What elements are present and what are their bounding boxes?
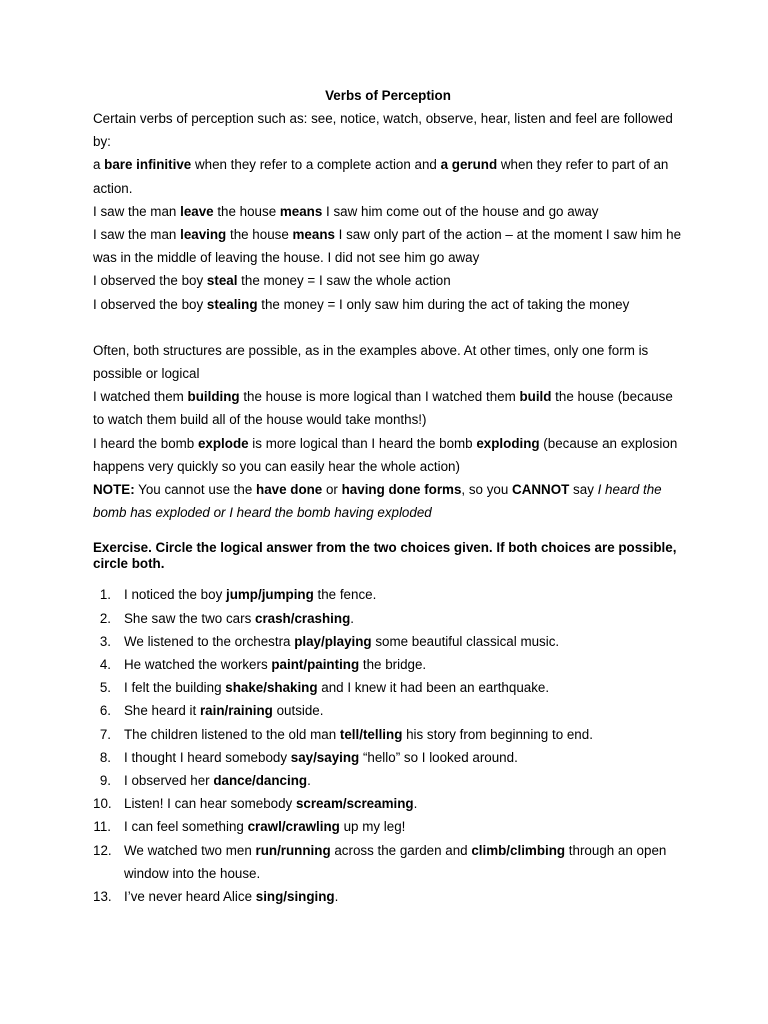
bold-text: bare infinitive [104,157,192,173]
text-run: I saw only part of the action – at the moment I saw him he was in the middle of leaving the house. I did not see him go away [93,227,682,266]
text-run: I noticed the boy [124,587,226,603]
exercise-item-number: 11. [93,819,111,835]
bold-text: dance/dancing [213,773,308,789]
exercise-item [93,723,683,746]
paragraph [93,385,683,431]
text-run: . [307,773,311,789]
text-run: I’ve never heard Alice [124,889,256,905]
text-run: the money = I only saw him during the act of taking the money [257,296,630,312]
text-run: She heard it [124,703,200,719]
exercise-item [93,653,683,676]
italic-text: I heard the bomb has exploded or I heard the bomb having exploded [93,482,662,521]
bold-text: tell/telling [339,726,403,742]
text-run: the bridge. [359,657,427,673]
paragraph [93,200,683,223]
bold-text: leaving [180,227,227,243]
bold-text: climb/climbing [471,842,566,858]
bold-text: leave [180,203,214,219]
paragraph [93,432,683,478]
exercise-item-number: 1. [99,587,111,603]
text-run: . [413,796,418,812]
exercise-item-number: 9. [99,773,111,789]
exercise-item-number: 3. [99,633,111,649]
paragraph-spacer [93,316,683,339]
text-run: the house [213,203,280,219]
text-run: the house [226,227,293,243]
bold-text: CANNOT [512,482,570,498]
paragraph [93,478,683,524]
paragraph [93,107,683,153]
document-title: Verbs of Perception [325,88,451,103]
exercise-item-number: 13. [93,889,112,905]
bold-text: steal [206,273,238,289]
text-run: outside. [272,703,324,719]
paragraph [93,269,683,292]
bold-text: scream/screaming [295,796,414,812]
bold-text: crawl/crawling [247,819,340,835]
bold-text: play/playing [294,633,372,649]
bold-text: run/running [255,842,331,858]
exercise-item-number: 6. [99,703,111,719]
text-run: I watched them [93,389,188,405]
text-run: or [322,482,342,498]
text-run: up my leg! [339,819,406,835]
text-run: and I knew it had been an earthquake. [317,680,550,696]
exercise-item [93,607,683,630]
bold-text: jump/jumping [226,587,314,603]
text-run: I observed the boy [93,273,207,289]
text-run: a [93,157,105,173]
text-run: You cannot use the [134,482,257,498]
text-run: The children listened to the old man [124,726,340,742]
text-run: through an open window into the house. [124,842,667,881]
exercise-heading: Exercise. Circle the logical answer from the two choices given. If both choices are possible, circle both. [93,540,677,572]
paragraph [93,339,683,385]
body-section [93,339,683,525]
text-run: I saw the man [93,227,181,243]
text-run: I felt the building [124,680,226,696]
exercise-item [93,885,683,908]
text-run: I observed her [124,773,214,789]
text-run: the house is more logical than I watched them [239,389,520,405]
text-run: I observed the boy [93,296,207,312]
exercise-item [93,630,683,653]
exercise-item-number: 12. [93,842,112,858]
text-run: I thought I heard somebody [124,749,291,765]
exercise-item [93,792,683,815]
text-run: when they refer to a complete action and [191,157,441,173]
text-run: She saw the two cars [124,610,255,626]
text-run: the money = I saw the whole action [237,273,451,289]
paragraph [93,223,683,269]
bold-text: say/saying [290,749,360,765]
text-run: I can feel something [124,819,248,835]
text-run: . [334,889,339,905]
bold-text: have done [256,482,323,498]
exercise-item-number: 7. [99,726,111,742]
text-run: the house (because to watch them build all of the house would take months!) [93,389,673,428]
bold-text: means [279,203,323,219]
text-run: his story from beginning to end. [402,726,593,742]
exercise-item-number: 4. [99,657,111,673]
exercise-item-number: 10. [93,796,112,812]
text-run: I saw him come out of the house and go away [322,203,599,219]
bold-text: building [187,389,240,405]
exercise-list [93,583,683,908]
bold-text: sing/singing [255,889,335,905]
paragraph [93,153,683,199]
bold-text: crash/crashing [255,610,351,626]
exercise-item [93,676,683,699]
text-run: Certain verbs of perception such as: see, notice, watch, observe, hear, listen and feel are followed by: [93,111,673,150]
bold-text: a gerund [440,157,498,173]
paragraph [93,293,683,316]
exercise-item-number: 8. [99,749,111,765]
text-run: . [350,610,354,626]
bold-text: stealing [206,296,258,312]
document-page [93,84,683,908]
text-run: I heard the bomb [93,435,198,451]
text-run: , so you [461,482,513,498]
text-run: I saw the man [93,203,181,219]
intro-section [93,107,683,316]
bold-text: build [519,389,552,405]
exercise-item [93,769,683,792]
text-run: “hello” so I looked around. [359,749,518,765]
bold-text: exploding [476,435,540,451]
bold-text: shake/shaking [225,680,318,696]
bold-text: having done forms [341,482,462,498]
exercise-item [93,746,683,769]
text-run: across the garden and [330,842,472,858]
text-run: the fence. [313,587,377,603]
text-run: Listen! I can hear somebody [124,796,296,812]
text-run: say [569,482,598,498]
text-run: (because an explosion happens very quickly so you can easily hear the whole action) [93,435,678,474]
bold-text: NOTE: [93,482,135,498]
bold-text: means [292,227,335,243]
exercise-item-number: 5. [99,680,111,696]
text-run: Often, both structures are possible, as in the examples above. At other times, only one form is possible or logical [93,342,649,382]
exercise-item [93,839,683,885]
exercise-item [93,815,683,838]
exercise-item-number: 2. [99,610,111,626]
text-run: some beautiful classical music. [371,633,560,649]
text-run: when they refer to part of an action. [93,157,669,196]
bold-text: explode [197,435,249,451]
exercise-item [93,583,683,606]
text-run: We watched two men [124,842,256,858]
text-run: We listened to the orchestra [124,633,295,649]
text-run: is more logical than I heard the bomb [248,435,477,451]
text-run: He watched the workers [124,657,272,673]
exercise-item [93,699,683,722]
bold-text: paint/painting [271,657,360,673]
bold-text: rain/raining [199,703,273,719]
